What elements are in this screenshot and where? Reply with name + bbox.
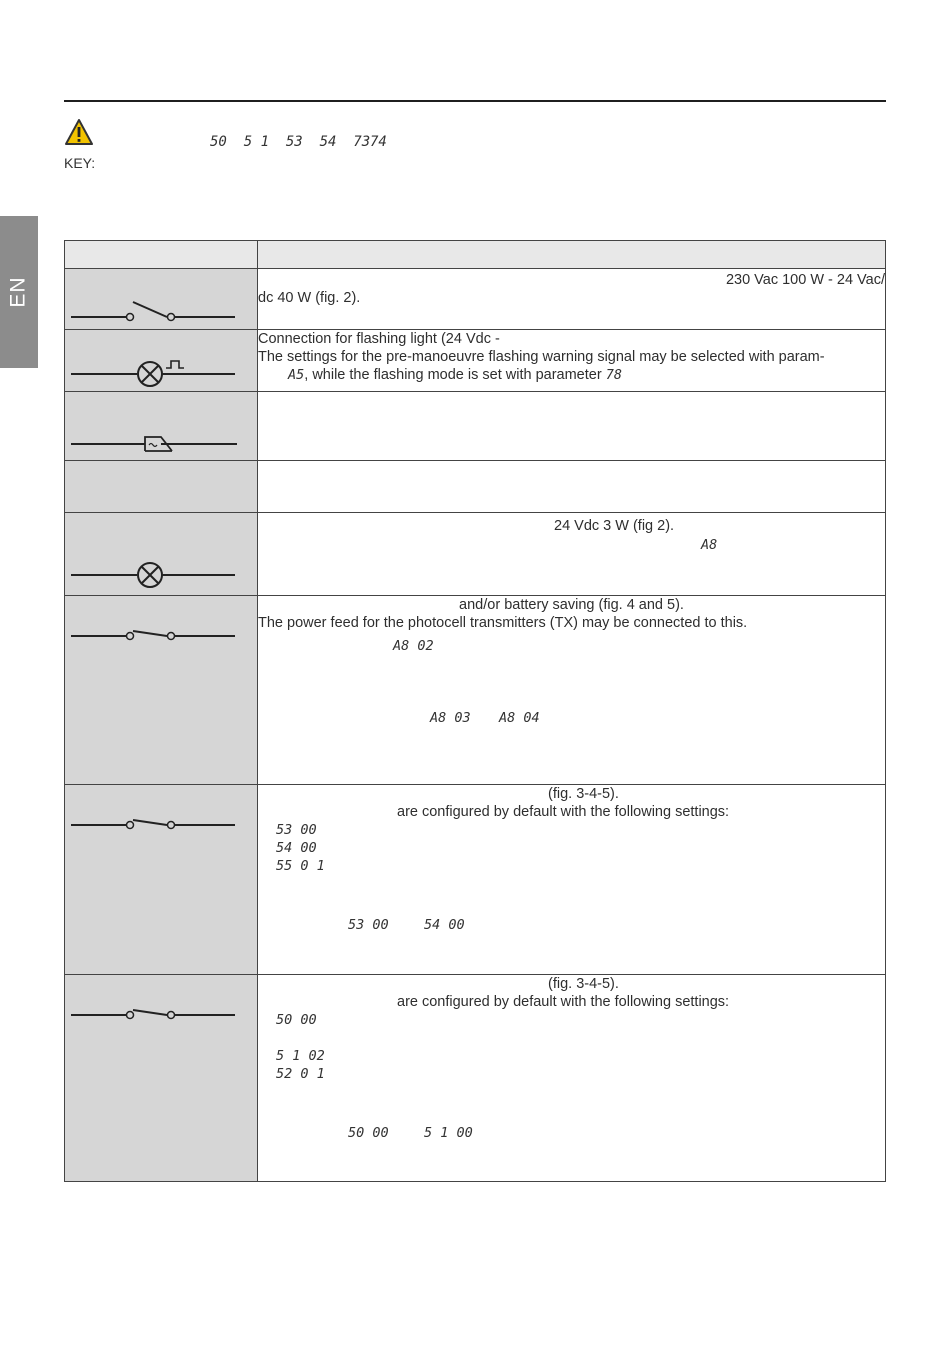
language-tab-label: EN	[7, 276, 30, 308]
header-cell-description	[258, 241, 886, 269]
language-tab[interactable]	[0, 216, 38, 368]
nc-contact-icon	[65, 596, 257, 676]
lamp-icon	[65, 513, 257, 596]
flashing-lamp-icon	[65, 330, 257, 392]
table-row	[65, 392, 886, 461]
table-row	[65, 785, 886, 975]
symbol-cell	[65, 596, 258, 785]
description-cell: 24 Vdc 3 W (fig 2). A8	[258, 513, 886, 596]
terminal-table	[64, 240, 886, 1182]
description-cell	[258, 461, 886, 513]
warning-icon	[64, 118, 94, 146]
description-cell: 230 Vac 100 W - 24 Vac/ dc 40 W (fig. 2).	[258, 269, 886, 330]
header-cell-symbol	[65, 241, 258, 269]
switch-open-icon	[65, 269, 257, 330]
symbol-cell	[65, 975, 258, 1182]
description-cell: (fig. 3-4-5). are configured by default with the following settings: 53 00 54 00 55 0 1 53 00 54 00	[258, 785, 886, 975]
symbol-cell	[65, 269, 258, 330]
table-row	[65, 330, 886, 392]
description-cell: Connection for flashing light (24 Vdc - The settings for the pre-manoeuvre flashing warning signal may be selected with param- A5, while the flashing mode is set with parameter 78	[258, 330, 886, 392]
gate-lock-icon	[65, 392, 257, 461]
symbol-cell	[65, 330, 258, 392]
top-rule	[64, 100, 886, 102]
table-row	[65, 461, 886, 513]
symbol-cell	[65, 461, 258, 513]
table-row	[65, 269, 886, 330]
symbol-cell	[65, 785, 258, 975]
symbol-cell	[65, 392, 258, 461]
description-cell	[258, 392, 886, 461]
key-label: KEY:	[64, 155, 96, 171]
nc-contact-icon	[65, 785, 257, 865]
warning-code-last: 74	[370, 134, 387, 150]
symbol-cell	[65, 513, 258, 596]
description-cell: and/or battery saving (fig. 4 and 5). The power feed for the photocell transmitters (TX) may be connected to this. A8 02 A8 03 A8 04	[258, 596, 886, 785]
warning-codes: 50 5 1 53 54 73	[210, 134, 371, 150]
table-row	[65, 513, 886, 596]
description-cell: (fig. 3-4-5). are configured by default with the following settings: 50 00 5 1 02 52 0 1 50 00 5 1 00	[258, 975, 886, 1182]
table-header	[65, 241, 886, 269]
nc-contact-icon	[65, 975, 257, 1055]
table-row	[65, 975, 886, 1182]
table-row	[65, 596, 886, 785]
